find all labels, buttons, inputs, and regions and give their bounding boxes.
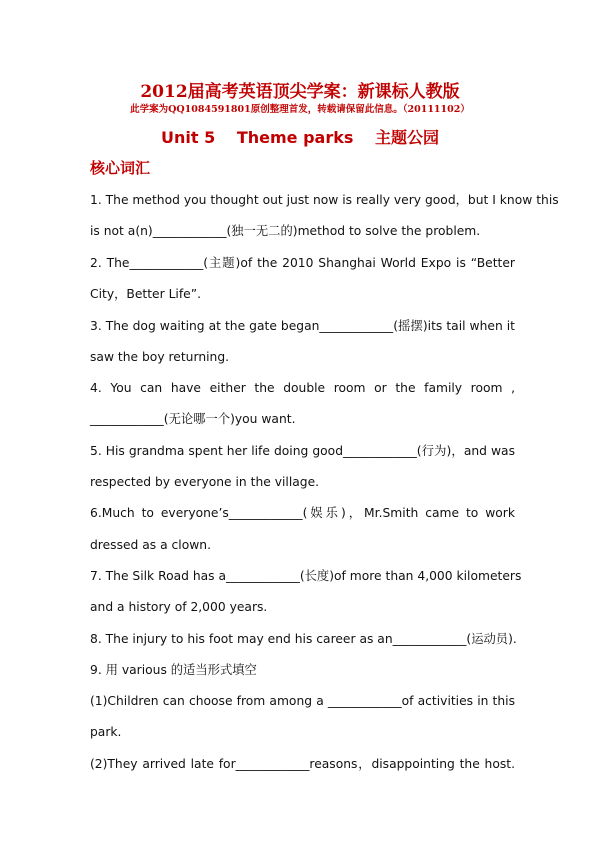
exercise-line: ____________(无论哪一个)you want.	[90, 412, 296, 426]
exercise-line: saw the boy returning.	[90, 350, 230, 364]
exercise-line: 8. The injury to his foot may end his career as an____________(运动员).	[90, 632, 517, 646]
exercise-line: 4. You can have either the double room or the family room ,	[90, 381, 515, 395]
exercise-line: 9. 用 various 的适当形式填空	[90, 663, 257, 677]
exercise-line: (2)They arrived late for____________reasons，disappointing the host.	[90, 757, 515, 771]
exercise-line: City，Better Life”.	[90, 287, 202, 301]
exercise-line: is not a(n)____________(独一无二的)method to solve the problem.	[90, 224, 481, 238]
document-title: 2012届高考英语顶尖学案：新课标人教版	[140, 82, 460, 102]
section-heading: 核心词汇	[90, 159, 151, 177]
exercise-line: 7. The Silk Road has a____________(长度)of more than 4,000 kilometers	[90, 569, 522, 583]
exercise-line: 2. The____________(主题)of the 2010 Shanghai World Expo is “Better	[90, 256, 515, 270]
exercise-line: respected by everyone in the village.	[90, 475, 320, 489]
exercise-line: 3. The dog waiting at the gate began____________(摇摆)its tail when it	[90, 319, 515, 333]
exercise-line: 1. The method you thought out just now is really very good，but I know this	[90, 193, 559, 207]
exercise-line: 5. His grandma spent her life doing good____________(行为)，and was	[90, 444, 515, 458]
unit-chinese-name: 主题公园	[374, 128, 439, 147]
copyright-notice: 此学案为QQ1084591801原创整理首发，转载请保留此信息。（20111102）	[130, 104, 470, 115]
exercise-line: park.	[90, 725, 122, 739]
exercise-line: dressed as a clown.	[90, 538, 212, 552]
exercise-line: 6.Much to everyone’s____________(娱乐)，Mr.Smith came to work	[90, 506, 515, 520]
exercise-line: and a history of 2,000 years.	[90, 600, 268, 614]
unit-heading	[0, 125, 600, 148]
unit-name: Theme parks	[236, 128, 354, 147]
exercise-line: (1)Children can choose from among a ____________of activities in this	[90, 694, 515, 708]
unit-number: Unit 5	[161, 128, 216, 147]
